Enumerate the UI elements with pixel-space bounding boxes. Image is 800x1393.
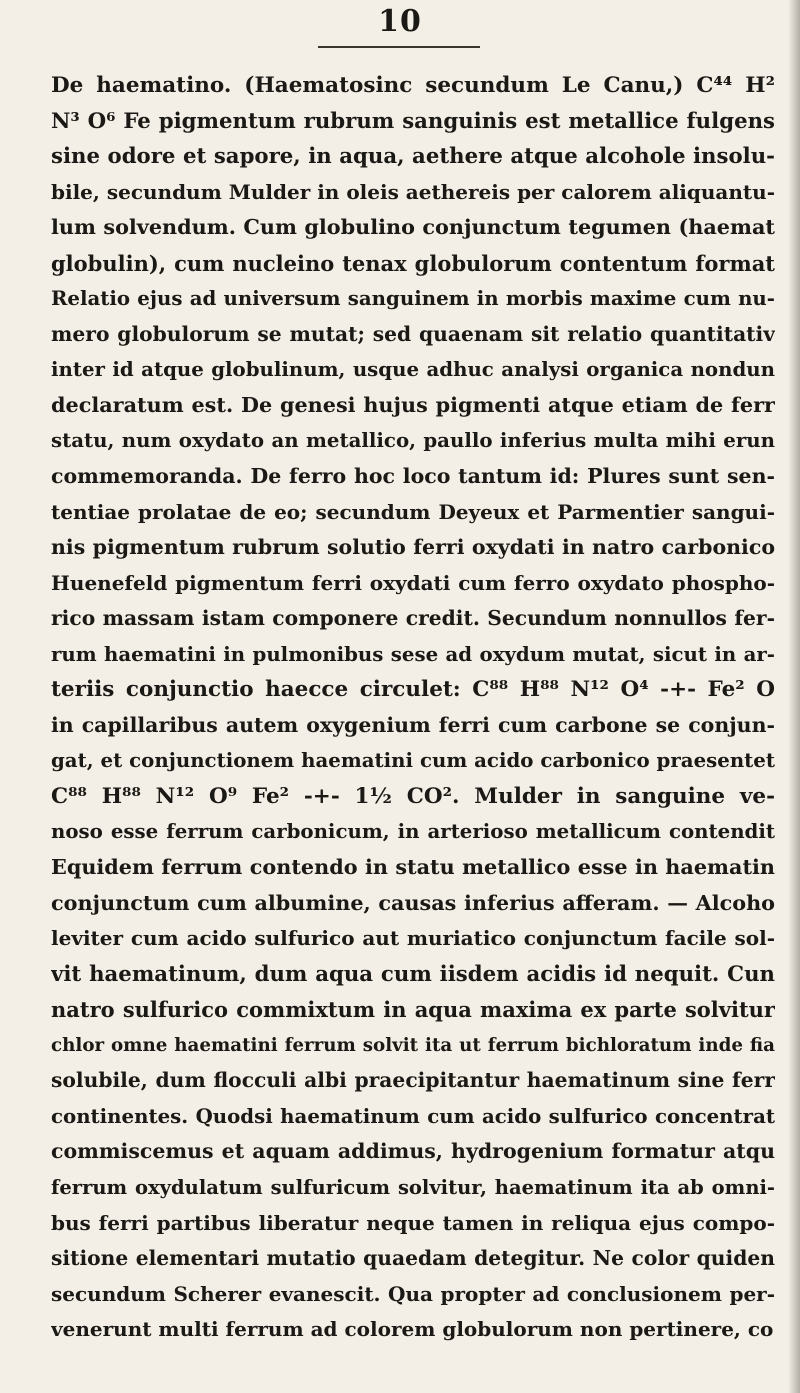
text-line: C⁸⁸ H⁸⁸ N¹² O⁹ Fe² -+- 1½ CO². Mulder in sanguine ve- bbox=[51, 783, 775, 809]
text-line: ferrum oxydulatum sulfuricum solvitur, haematinum ita ab omni- bbox=[51, 1175, 775, 1199]
text-line: inter id atque globulinum, usque adhuc analysi organica nondun bbox=[51, 357, 775, 382]
text-line: noso esse ferrum carbonicum, in arterioso metallicum contendit bbox=[51, 819, 775, 844]
text-line: sitione elementari mutatio quaedam detegitur. Ne color quiden bbox=[51, 1246, 775, 1271]
text-line: secundum Scherer evanescit. Qua propter ad conclusionem per- bbox=[51, 1281, 775, 1306]
text-line: nis pigmentum rubrum solutio ferri oxydati in natro carbonico bbox=[51, 535, 775, 560]
text-line: Relatio ejus ad universum sanguinem in morbis maxime cum nu- bbox=[51, 286, 775, 311]
text-line: rico massam istam componere credit. Secundum nonnullos fer- bbox=[51, 606, 775, 631]
text-line: commemoranda. De ferro hoc loco tantum id: Plures sunt sen- bbox=[51, 464, 775, 489]
text-line: Huenefeld pigmentum ferri oxydati cum ferro oxydato phospho- bbox=[51, 570, 775, 595]
text-line: continentes. Quodsi haematinum cum acido sulfurico concentrat bbox=[51, 1103, 775, 1128]
text-line: bus ferri partibus liberatur neque tamen in reliqua ejus compo- bbox=[51, 1210, 775, 1235]
text-line: gat, et conjunctionem haematini cum acido carbonico praesentet bbox=[51, 748, 775, 773]
text-line: sine odore et sapore, in aqua, aethere atque alcohole insolu- bbox=[51, 144, 775, 170]
text-line: lum solvendum. Cum globulino conjunctum tegumen (haemat bbox=[51, 215, 775, 240]
header-rule bbox=[318, 46, 480, 48]
page-number: 10 bbox=[378, 4, 422, 39]
text-line: commiscemus et aquam addimus, hydrogenium formatur atqu bbox=[51, 1139, 775, 1164]
text-line: bile, secundum Mulder in oleis aethereis per calorem aliquantu- bbox=[51, 179, 775, 204]
text-line: globulin), cum nucleino tenax globulorum contentum format bbox=[51, 250, 775, 276]
text-line: rum haematini in pulmonibus sese ad oxydum mutat, sicut in ar- bbox=[51, 641, 775, 666]
text-line: statu, num oxydato an metallico, paullo inferius multa mihi erun bbox=[51, 428, 775, 453]
text-line: venerunt multi ferrum ad colorem globulorum non pertinere, co bbox=[51, 1317, 774, 1342]
text-line: tentiae prolatae de eo; secundum Deyeux et Parmentier sangui- bbox=[51, 499, 775, 524]
text-line: N³ O⁶ Fe pigmentum rubrum sanguinis est metallice fulgens bbox=[51, 108, 775, 134]
text-line: in capillaribus autem oxygenium ferri cum carbone se conjun- bbox=[51, 712, 775, 737]
text-line: Equidem ferrum contendo in statu metallico esse in haematin bbox=[51, 855, 775, 880]
text-line: De haematino. (Haematosinc secundum Le Canu,) C⁴⁴ H² bbox=[51, 73, 775, 98]
text-line: leviter cum acido sulfurico aut muriatico conjunctum facile sol- bbox=[51, 926, 775, 951]
text-line: vit haematinum, dum aqua cum iisdem acidis id nequit. Cun bbox=[51, 961, 775, 987]
text-line: declaratum est. De genesi hujus pigmenti atque etiam de ferr bbox=[51, 392, 775, 417]
text-line: mero globulorum se mutat; sed quaenam sit relatio quantitativ bbox=[51, 321, 775, 346]
text-line: chlor omne haematini ferrum solvit ita ut ferrum bichloratum inde fia bbox=[51, 1034, 775, 1056]
body-text bbox=[51, 68, 775, 1348]
text-line: natro sulfurico commixtum in aqua maxima ex parte solvitur bbox=[51, 997, 775, 1023]
text-line: conjunctum cum albumine, causas inferius afferam. — Alcoho bbox=[51, 890, 775, 915]
text-line: solubile, dum flocculi albi praecipitantur haematinum sine ferr bbox=[51, 1068, 775, 1093]
page-edge-shadow bbox=[788, 0, 800, 1393]
text-line: teriis conjunctio haecce circulet: C⁸⁸ H⁸⁸ N¹² O⁴ -+- Fe² O bbox=[51, 677, 775, 703]
